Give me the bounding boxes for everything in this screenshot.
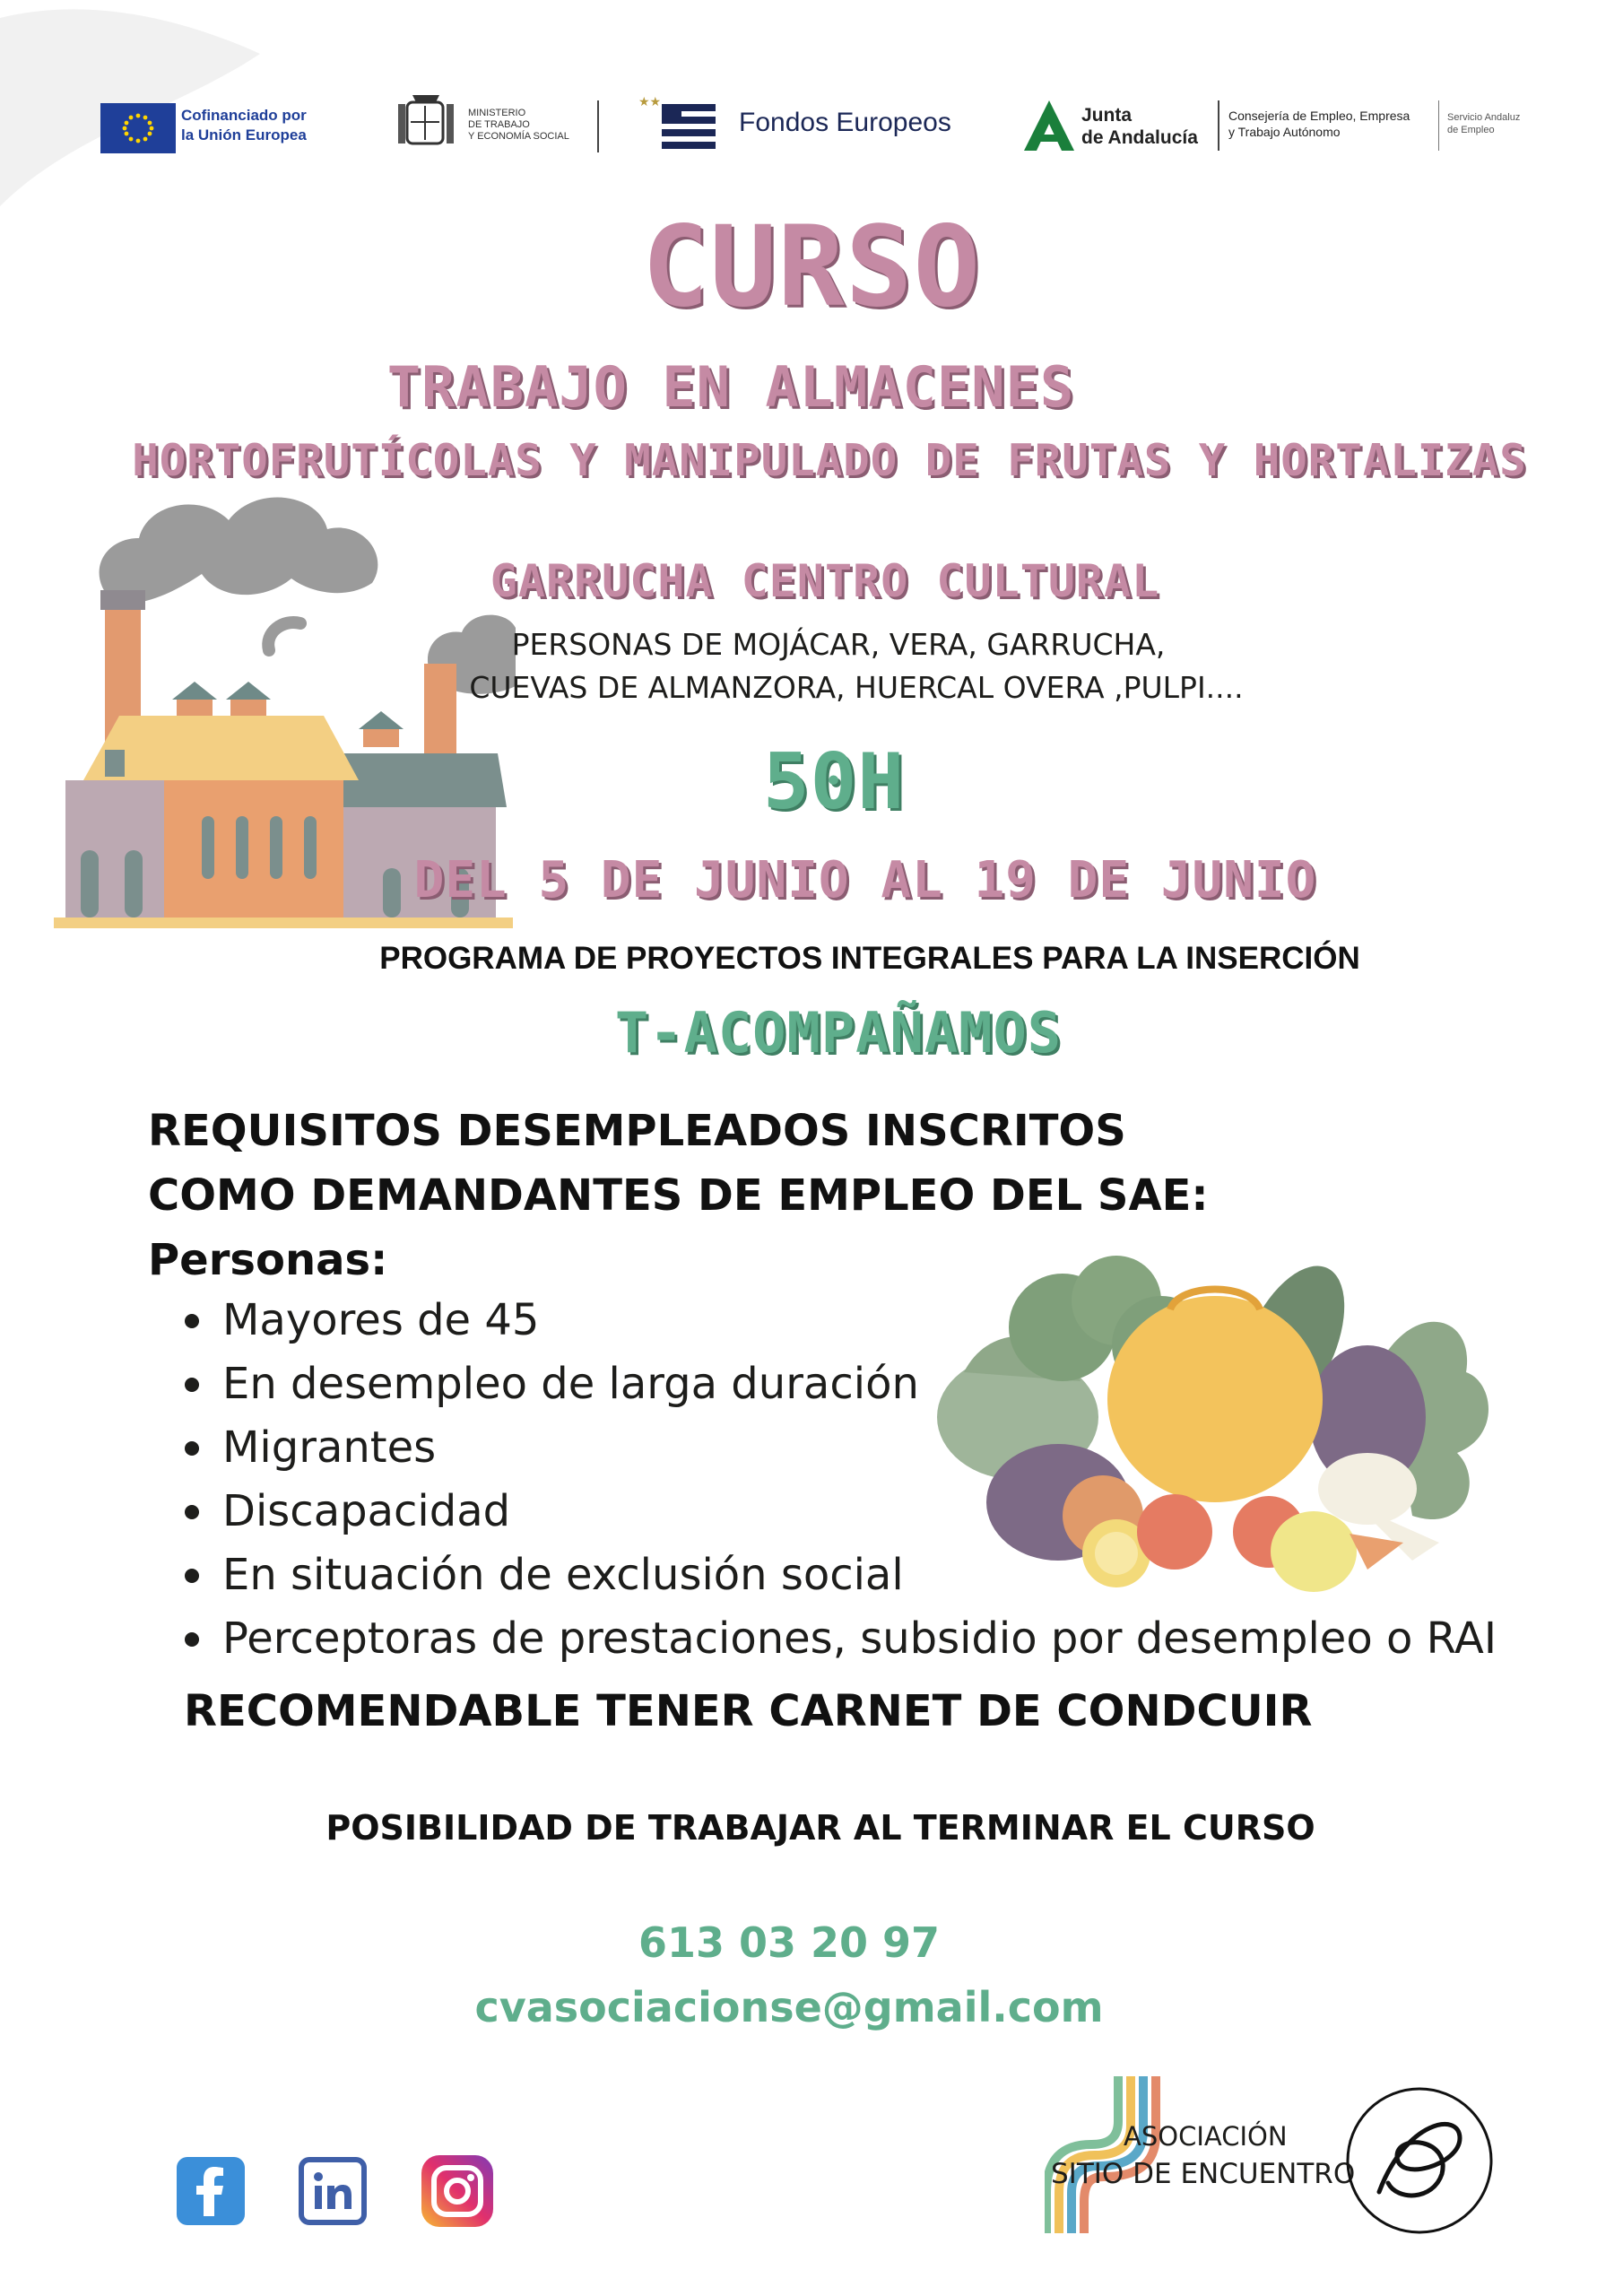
linkedin-icon[interactable] bbox=[299, 2157, 367, 2225]
course-location: GARRUCHA CENTRO CULTURAL bbox=[490, 555, 1160, 607]
course-title-line-1: TRABAJO EN ALMACENES bbox=[386, 354, 1075, 420]
contact-email[interactable]: cvasociacionse@gmail.com bbox=[474, 1983, 1104, 2031]
program-title: PROGRAMA DE PROYECTOS INTEGRALES PARA LA INSERCIÓN bbox=[379, 941, 1360, 976]
logo-divider bbox=[1438, 100, 1439, 151]
fondos-europeos-text: Fondos Europeos bbox=[739, 108, 951, 137]
course-audience-line-2: CUEVAS DE ALMANZORA, HUERCAL OVERA ,PULPI.... bbox=[469, 670, 1244, 705]
organization-name-line-1: ASOCIACIÓN bbox=[1124, 2121, 1288, 2152]
svg-text:★★: ★★ bbox=[638, 94, 662, 109]
course-audience-line-1: PERSONAS DE MOJÁCAR, VERA, GARRUCHA, bbox=[511, 627, 1166, 662]
list-item: En desempleo de larga duración bbox=[178, 1352, 1497, 1416]
consejeria-text: Consejería de Empleo, Empresa y Trabajo Autónomo bbox=[1228, 109, 1410, 139]
list-item: Discapacidad bbox=[178, 1480, 1497, 1544]
fondos-europeos-icon bbox=[638, 90, 725, 152]
job-opportunity-note: POSIBILIDAD DE TRABAJAR AL TERMINAR EL CURSO bbox=[325, 1808, 1315, 1848]
list-item: Migrantes bbox=[178, 1416, 1497, 1480]
logo-divider bbox=[1218, 100, 1219, 151]
eu-flag-icon bbox=[100, 103, 176, 153]
facebook-icon[interactable] bbox=[177, 2157, 245, 2225]
course-label: CURSO bbox=[641, 203, 982, 332]
junta-andalucia-text: Junta de Andalucía bbox=[1081, 105, 1198, 148]
course-dates: DEL 5 DE JUNIO AL 19 DE JUNIO bbox=[413, 851, 1317, 909]
sitio-encuentro-monogram-icon bbox=[1343, 2084, 1496, 2237]
instagram-icon[interactable] bbox=[421, 2155, 493, 2227]
list-item: En situación de exclusión social bbox=[178, 1544, 1497, 1607]
course-title-line-2: HORTOFRUTÍCOLAS Y MANIPULADO DE FRUTAS Y HORTALIZAS bbox=[132, 435, 1527, 486]
junta-andalucia-icon bbox=[1022, 99, 1076, 152]
program-name: T-ACOMPAÑAMOS bbox=[614, 1000, 1063, 1065]
sae-text: Servicio Andaluz de Empleo bbox=[1447, 112, 1521, 135]
eu-cofinancing-text: Cofinanciado por la Unión Europea bbox=[181, 107, 307, 144]
driving-license-recommendation: RECOMENDABLE TENER CARNET DE CONDCUIR bbox=[184, 1686, 1313, 1736]
vegetables-illustration bbox=[937, 1247, 1511, 1605]
contact-phone[interactable]: 613 03 20 97 bbox=[638, 1918, 941, 1967]
requirements-heading: REQUISITOS DESEMPLEADOS INSCRITOS COMO DEMANDANTES DE EMPLEO DEL SAE: Personas: bbox=[148, 1106, 1209, 1285]
list-item: Perceptoras de prestaciones, subsidio por desempleo o RAI bbox=[178, 1607, 1497, 1671]
spain-coat-of-arms-icon bbox=[395, 86, 457, 152]
ministry-text: MINISTERIO DE TRABAJO Y ECONOMÍA SOCIAL bbox=[468, 108, 569, 142]
logo-divider bbox=[597, 100, 599, 152]
organization-name-line-2: SITIO DE ENCUENTRO bbox=[1051, 2158, 1356, 2190]
course-hours: 50H bbox=[762, 737, 906, 827]
list-item: Mayores de 45 bbox=[178, 1289, 1497, 1352]
